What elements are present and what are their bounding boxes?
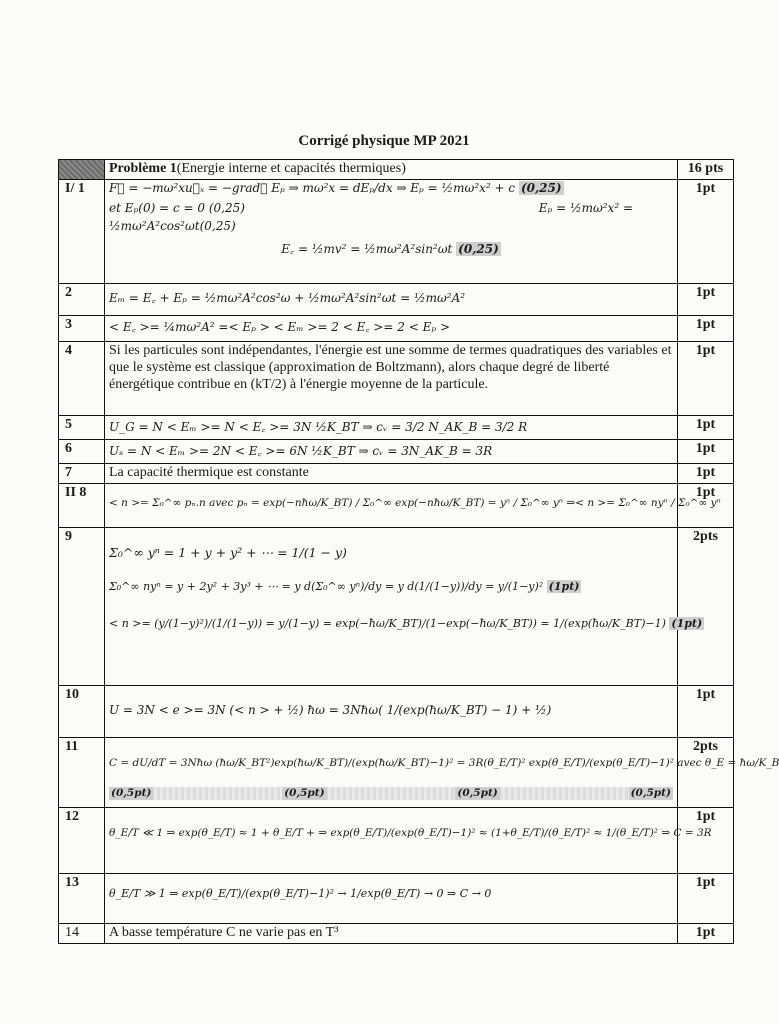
answer-text: Si les particules sont indépendantes, l'énergie est une somme de termes quadratiques des variables et que le système est classique (approximation de Boltzmann), alors chaque degré de liberté énergétique contribue en (kT/2) à l'énergie moyenne de la particule. [105,342,678,416]
table-row [59,316,734,342]
formula-line: et Eₚ(0) = c = 0 (0,25) [109,201,245,216]
table-row [59,416,734,440]
score-mark: (0,5pt) [111,787,152,800]
score-mark: (0,5pt) [630,787,671,800]
question-number: 9 [59,527,105,685]
table-row [59,440,734,464]
table-header-row [59,160,734,180]
table-row [59,342,734,416]
score-marks-band [109,787,673,800]
row-points: 2pts [678,737,734,807]
answer-cell [105,440,678,464]
table-row [59,807,734,873]
formula-line: ½mω²A²cos²ωt(0,25) [109,219,236,234]
formula-line: Uₛ = N < Eₘ >= 2N < E꜀ >= 6N ½K_BT ⇒ cᵥ = 3N_AK_B = 3R [109,444,493,458]
formula-line: < E꜀ >= ¼mω²A² =< Eₚ > < Eₘ >= 2 < E꜀ >= 2 < Eₚ > [109,320,451,334]
problem-heading [105,160,678,180]
formula-line: E꜀ = ½mv² = ½mω²A²sin²ωt (0,25) [281,241,499,256]
formula-line: Eₚ = ½mω²x² = [538,200,633,215]
row-points: 1pt [678,873,734,923]
answer-cell [105,873,678,923]
row-points: 1pt [678,923,734,943]
formula-line: < n >= Σ₀^∞ pₙ.n avec pₙ = exp(−nħω/K_BT) / Σ₀^∞ exp(−nħω/K_BT) = yⁿ / Σ₀^∞ yⁿ ⇒< n >= Σ₀^∞ nyⁿ / Σ₀^∞ yⁿ [109,496,721,509]
row-points: 1pt [678,416,734,440]
row-points: 1pt [678,342,734,416]
table-row [59,685,734,737]
answer-text: La capacité thermique est constante [105,464,678,484]
question-number: 13 [59,873,105,923]
question-number: 7 [59,464,105,484]
question-number: 4 [59,342,105,416]
question-number: 10 [59,685,105,737]
correction-table [58,159,779,944]
question-number: 5 [59,416,105,440]
answer-cell [105,416,678,440]
question-number: 2 [59,284,105,316]
answer-cell [105,284,678,316]
formula-line: Σ₀^∞ yⁿ = 1 + y + y² + ⋯ = 1/(1 − y) [109,544,347,560]
score-mark: (1pt) [671,616,703,630]
table-row [59,923,734,943]
row-points: 1pt [678,316,734,342]
row-points: 1pt [678,284,734,316]
score-mark: (0,5pt) [457,787,498,800]
problem-label: Problème 1 [109,161,177,176]
question-number: 11 [59,737,105,807]
table-row [59,527,734,685]
row-points: 2pts [678,527,734,685]
score-mark: (0,25) [520,181,562,195]
total-points: 16 pts [678,160,734,180]
question-number: 12 [59,807,105,873]
table-row [59,284,734,316]
row-points: 1pt [678,685,734,737]
table-row [59,180,734,284]
page-title: Corrigé physique MP 2021 [298,133,470,149]
row-points: 1pt [678,464,734,484]
formula-line: F⃗ = −mω²xu⃗ₓ = −grad⃗ Eₚ ⇒ mω²x = dEₚ/dx ⇒ Eₚ = ½mω²x² + c (0,25) [109,181,562,195]
row-points: 1pt [678,440,734,464]
formula-line: Σ₀^∞ nyⁿ = y + 2y² + 3y³ + ⋯ = y d(Σ₀^∞ yⁿ)/dy = y d(1/(1−y))/dy = y/(1−y)² (1pt) [109,579,580,593]
table-row [59,737,734,807]
row-points: 1pt [678,807,734,873]
score-mark: (0,25) [458,241,499,256]
question-number: II 8 [59,483,105,527]
question-number: 6 [59,440,105,464]
score-mark: (1pt) [548,579,580,593]
score-mark: (0,5pt) [284,787,325,800]
answer-text: A basse température C ne varie pas en T³ [105,923,678,943]
formula-line: < n >= (y/(1−y)²)/(1/(1−y)) = y/(1−y) = exp(−ħω/K_BT)/(1−exp(−ħω/K_BT)) = 1/(exp(ħω/K_BT)−1) (1pt) [109,616,703,630]
formula-line: C = dU/dT = 3Nħω (ħω/K_BT²)exp(ħω/K_BT)/(exp(ħω/K_BT)−1)² = 3R(θ_E/T)² exp(θ_E/T)/(exp(θ_E/T)−1)² avec θ_E = ħω/K_B [109,756,779,769]
formula-line: Eₘ = E꜀ + Eₚ = ½mω²A²cos²ω + ½mω²A²sin²ωt = ½mω²A² [109,291,466,305]
problem-subtitle: (Energie interne et capacités thermiques) [176,161,406,176]
formula-line: U = 3N < e >= 3N (< n > + ½) ħω = 3Nħω( 1/(exp(ħω/K_BT) − 1) + ½) [109,702,552,717]
answer-cell [105,180,678,284]
question-number: 3 [59,316,105,342]
row-points: 1pt [678,483,734,527]
answer-cell [105,316,678,342]
answer-cell [105,685,678,737]
table-row [59,483,734,527]
table-row [59,873,734,923]
formula-line: θ_E/T ≫ 1 ⇒ exp(θ_E/T)/(exp(θ_E/T)−1)² → 1/exp(θ_E/T) → 0 ⇒ C → 0 [109,886,492,900]
row-points: 1pt [678,180,734,284]
header-shade [59,160,105,180]
question-number: 14 [59,923,105,943]
formula-line: U_G = N < Eₘ >= N < E꜀ >= 3N ½K_BT ⇒ cᵥ = 3/2 N_AK_B = 3/2 R [109,420,528,434]
table-row [59,464,734,484]
question-number: I/ 1 [59,180,105,284]
answer-cell [105,527,703,685]
formula-line: θ_E/T ≪ 1 ⇒ exp(θ_E/T) ≈ 1 + θ_E/T + ⇒ exp(θ_E/T)/(exp(θ_E/T)−1)² ≈ (1+θ_E/T)/(θ_E/T)² ≈ 1/(θ_E/T)² ⇒ C = 3R [109,826,712,839]
